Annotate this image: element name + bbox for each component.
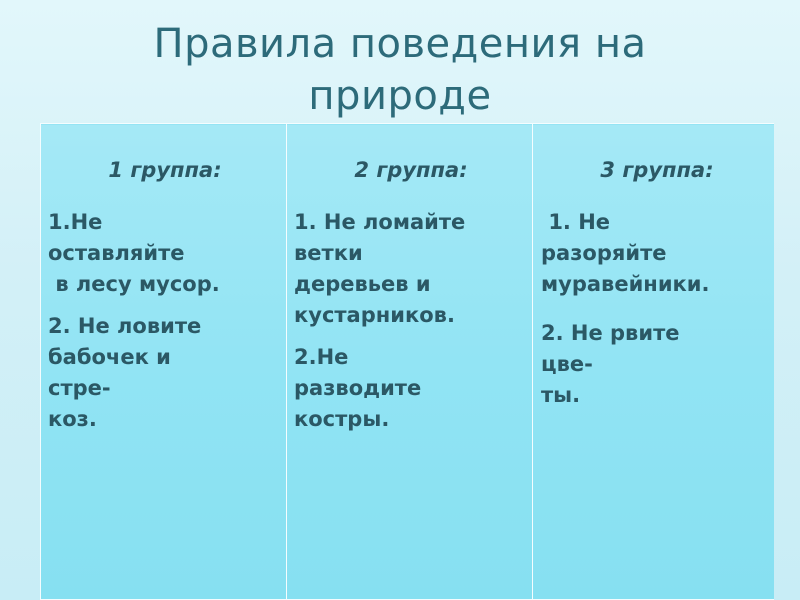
group-2-rule-1: 1. Не ломайте ветки деревьев и кустарников. <box>294 210 466 327</box>
table-row <box>41 124 775 600</box>
group-3-rule-1: 1. Не разоряйте муравейники. <box>541 210 710 296</box>
group-1-rule-1: 1.Не оставляйте в лесу мусор. <box>48 210 220 296</box>
group-2-rule-2: 2.Не разводите костры. <box>294 345 422 431</box>
rules-table-container <box>40 123 774 600</box>
group-3-cell <box>533 124 775 600</box>
slide-title <box>0 18 800 122</box>
group-1-content <box>41 124 286 435</box>
group-2-heading: 2 группа: <box>354 158 468 182</box>
slide-title-line-1: Правила поведения на <box>153 21 647 67</box>
group-3-heading: 3 группа: <box>600 158 714 182</box>
group-3-rule-2: 2. Не рвите цве- ты. <box>541 321 680 407</box>
group-1-rule-2: 2. Не ловите бабочек и стре- коз. <box>48 314 202 431</box>
slide-title-line-2: природе <box>308 73 492 119</box>
group-2-cell <box>287 124 533 600</box>
group-1-cell <box>41 124 287 600</box>
rules-table <box>40 123 774 600</box>
group-3-content <box>533 124 774 411</box>
group-2-content <box>287 124 532 435</box>
group-1-heading: 1 группа: <box>108 158 222 182</box>
